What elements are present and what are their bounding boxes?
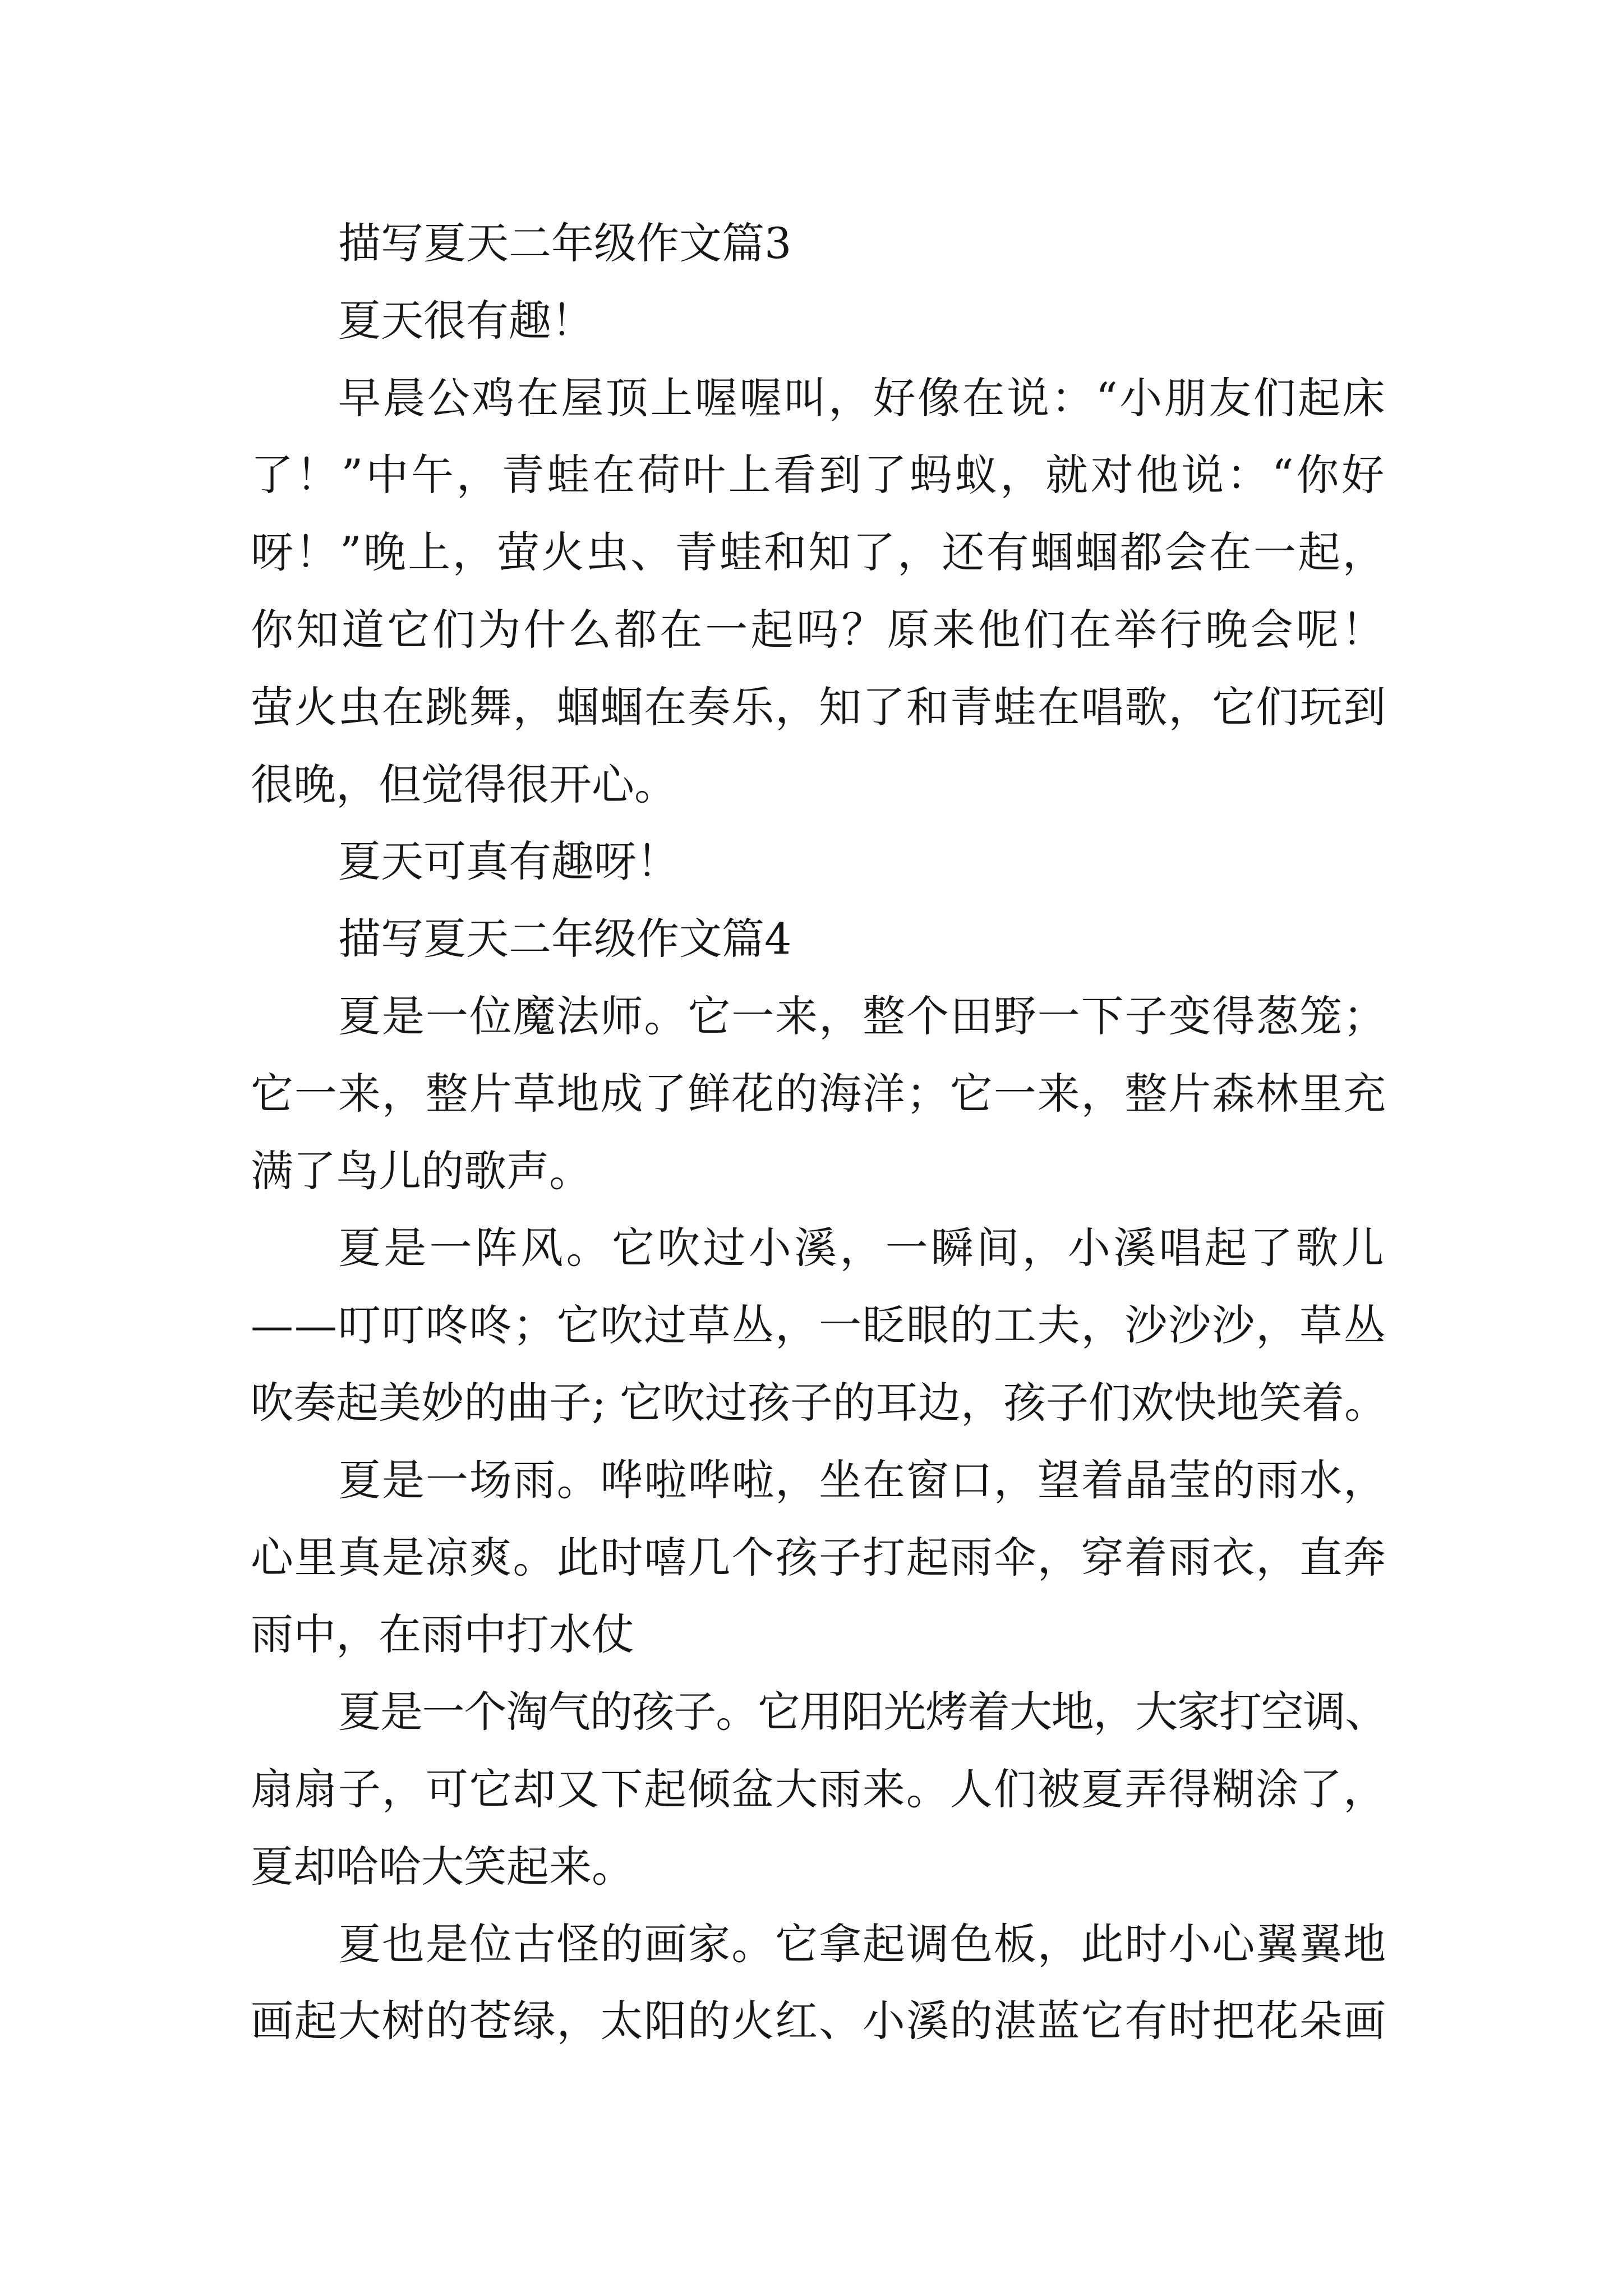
essay-title-text: 描写夏天二年级作文篇3 [338, 218, 792, 268]
essay-section [251, 900, 1387, 2060]
paragraph-line [251, 1287, 1387, 1364]
paragraph-line [251, 669, 1387, 746]
paragraph-line [251, 1828, 1387, 1906]
paragraph-line-text: 它一来，整片草地成了鲜花的海洋；它一来，整片森林里充 [251, 1068, 1387, 1119]
paragraph-line-text: ——叮叮咚咚；它吹过草丛，一眨眼的工夫，沙沙沙，草丛 [251, 1300, 1387, 1351]
paragraph-line [251, 1209, 1387, 1287]
paragraph-line [251, 1982, 1387, 2060]
paragraph-line-text: 你知道它们为什么都在一起吗？原来他们在举行晚会呢！ [251, 604, 1387, 655]
paragraph-line [251, 1751, 1387, 1828]
paragraph-line-text: 夏也是位古怪的画家。它拿起调色板，此时小心翼翼地 [338, 1918, 1387, 1969]
paragraph-line [251, 436, 1387, 514]
text-column [251, 205, 1387, 2060]
paragraph [251, 1906, 1387, 2060]
paragraph-line-text: 夏天很有趣！ [338, 295, 594, 346]
paragraph-line-text: 夏是一阵风。它吹过小溪，一瞬间，小溪唱起了歌儿 [338, 1223, 1387, 1273]
paragraph-line [251, 1519, 1387, 1596]
paragraph-line-text: 夏是一个淘气的孩子。它用阳光烤着大地，大家打空调、 [338, 1687, 1387, 1737]
paragraph [251, 1209, 1387, 1441]
paragraph-line [251, 514, 1387, 591]
paragraph-line-text: 呀！”晚上，萤火虫、青蛙和知了，还有蝈蝈都会在一起， [251, 527, 1387, 578]
essay-title [251, 205, 1387, 282]
essay-title-text: 描写夏天二年级作文篇4 [338, 914, 792, 964]
paragraph-line [251, 1442, 1387, 1519]
paragraph-line-text: 很晚，但觉得很开心。 [251, 759, 677, 809]
paragraph-line-text: 夏天可真有趣呀！ [338, 836, 679, 887]
paragraph-line [251, 1673, 1387, 1751]
paragraph [251, 282, 1387, 360]
paragraph [251, 823, 1387, 900]
paragraph-line [251, 1133, 1387, 1210]
paragraph-line-text: 满了鸟儿的歌声。 [251, 1145, 592, 1196]
paragraph-line-text: 萤火虫在跳舞，蝈蝈在奏乐，知了和青蛙在唱歌，它们玩到 [251, 682, 1387, 732]
paragraph-line [251, 1055, 1387, 1133]
paragraph-line-text: 早晨公鸡在屋顶上喔喔叫，好像在说：“小朋友们起床 [338, 372, 1387, 423]
paragraph-line [251, 1364, 1387, 1442]
paragraph [251, 1442, 1387, 1673]
paragraph-line [251, 823, 1387, 900]
paragraph-line [251, 282, 1387, 360]
essay-section [251, 205, 1387, 900]
paragraph [251, 360, 1387, 823]
paragraph [251, 1673, 1387, 1905]
paragraph-line-text: 夏是一场雨。哗啦哗啦，坐在窗口，望着晶莹的雨水， [338, 1455, 1387, 1505]
paragraph-line [251, 591, 1387, 669]
paragraph-line-text: 夏是一位魔法师。它一来，整个田野一下子变得葱笼； [338, 991, 1387, 1041]
paragraph [251, 978, 1387, 1209]
paragraph-line-text: 画起大树的苍绿，太阳的火红、小溪的湛蓝它有时把花朵画 [251, 1996, 1387, 2046]
paragraph-line-text: 了！”中午，青蛙在荷叶上看到了蚂蚁，就对他说：“你好 [251, 450, 1387, 500]
paragraph-line [251, 978, 1387, 1055]
paragraph-line [251, 1906, 1387, 1983]
paragraph-line-text: 扇扇子，可它却又下起倾盆大雨来。人们被夏弄得糊涂了， [251, 1764, 1387, 1814]
paragraph-line [251, 746, 1387, 823]
paragraph-line [251, 360, 1387, 437]
paragraph-line-text: 雨中，在雨中打水仗 [251, 1609, 634, 1660]
essay-title [251, 900, 1387, 978]
paragraph-line-text: 心里真是凉爽。此时嘻几个孩子打起雨伞，穿着雨衣，直奔 [251, 1532, 1387, 1582]
paragraph-line [251, 1596, 1387, 1673]
paragraph-line-text: 夏却哈哈大笑起来。 [251, 1841, 634, 1892]
paragraph-line-text: 吹奏起美妙的曲子; 它吹过孩子的耳边，孩子们欢快地笑着。 [251, 1377, 1387, 1428]
